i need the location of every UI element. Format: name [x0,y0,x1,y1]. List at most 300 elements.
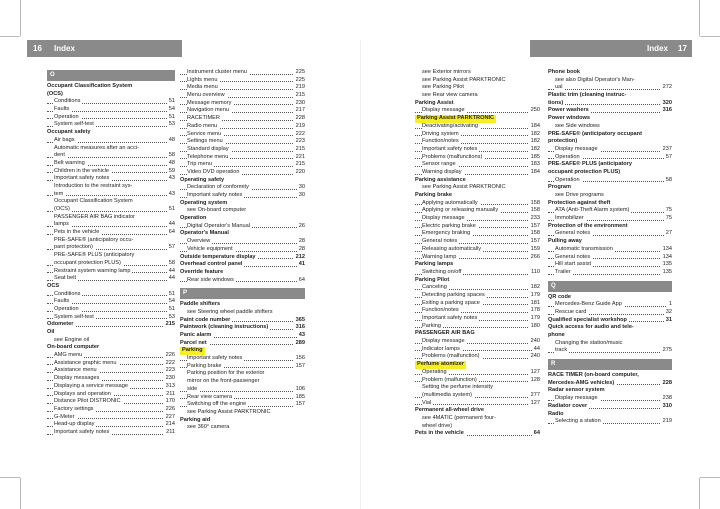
index-subentry [415,246,540,254]
index-subentry [47,98,175,106]
index-heading [180,230,305,238]
entry-label: mirror on the front-passenger [187,378,260,385]
entry-label: Warning display [422,168,462,175]
page-reference: 250 [530,107,540,114]
page-reference: 215 [165,321,175,328]
page-reference: 230 [165,375,175,382]
index-subentry [548,301,672,309]
entry-label: Electric parking brake [422,222,476,229]
entry-label: (OCS) [47,90,63,97]
page-reference: 212 [295,253,305,260]
entry-label: Quick access for audio and tele- [548,324,634,331]
index-subentry [180,378,305,386]
entry-label: Important safety notes [54,175,110,182]
entry-label: ATA (Anti-Theft Alarm system) [555,207,630,214]
entry-label: Service menu [187,130,222,137]
index-heading [548,372,672,380]
entry-label: Problem (malfunction) [422,376,477,383]
index-subentry [415,184,540,192]
index-column-1 [47,66,175,437]
page-reference: 51 [168,290,175,297]
page-reference: 179 [530,291,540,298]
left-page-title: Index [54,44,75,53]
index-heading [548,324,672,332]
crop-mark [20,478,21,509]
entry-label: Deactivating/activating [422,122,478,129]
entry-label: Operation [54,113,79,120]
index-subentry [180,409,305,417]
entry-label: Changing the station/music [555,339,623,346]
page-reference: 182 [530,145,540,152]
page-reference: 110 [531,268,540,275]
entry-label: Parking assistance [415,176,466,183]
page-reference: 106 [295,385,305,392]
index-subentry [548,309,672,317]
index-subentry [47,398,175,406]
crop-mark [20,0,21,36]
entry-label: Operation [54,305,79,312]
section-letter-header: R [548,359,672,370]
entry-label: Oil [47,329,55,335]
index-heading [180,177,305,185]
index-subentry [415,269,540,277]
index-subentry [180,238,305,246]
page-reference: 54 [168,298,175,305]
right-page-number: 17 [678,44,687,53]
page-reference: 182 [530,138,540,145]
entry-label: Sensor range [422,161,456,168]
entry-label: Parking brake [187,362,222,369]
page-reference: 127 [530,368,540,375]
page-reference: 226 [165,405,175,412]
index-subentry [180,370,305,378]
page-reference: 217 [295,107,305,114]
index-subentry [180,107,305,115]
index-subentry [548,177,672,185]
entry-label: Video DVD operation [187,168,240,175]
index-subentry [180,123,305,131]
index-subentry [548,123,672,131]
index-heading [548,403,672,411]
page-reference: 222 [165,359,175,366]
entry-label: Problems (malfunctions) [422,153,483,160]
index-heading [415,330,540,338]
entry-label: see Steering wheel paddle shifters [187,308,273,315]
page-reference: 219 [662,418,672,425]
index-subentry [180,277,305,285]
highlighted-index-entry [415,361,540,369]
index-subentry [47,306,175,314]
page-reference: 128 [530,376,540,383]
entry-label: Important safety notes [187,192,243,198]
index-heading [180,261,305,269]
page-reference: 233 [530,215,540,222]
index-subentry [180,424,305,432]
entry-label: see Parking Pilot [422,84,464,91]
entry-label: Digital Operator's Manual [187,222,250,229]
page-reference: 28 [298,238,305,245]
entry-label: PRE-SAFE® (anticipatory occu- [54,236,134,243]
page-reference: 183 [530,161,540,168]
crop-mark [0,36,20,37]
entry-label: Power washers [548,107,589,114]
page-reference: 182 [530,130,540,137]
page-reference: 289 [295,339,305,346]
index-subentry [415,254,540,262]
entry-label: see also Digital Operator's Man- [555,76,635,83]
entry-label: Parking lamps [415,261,454,268]
index-subentry [47,291,175,299]
index-subentry [47,145,175,153]
entry-label: Display messages [54,375,100,382]
index-subentry [415,131,540,139]
index-heading [180,317,305,325]
entry-label: Media menu [187,84,218,91]
page-reference: 44 [168,267,175,274]
page-reference: 220 [295,168,305,175]
page-reference: 48 [168,136,175,143]
page-reference: 30 [298,184,305,191]
entry-label: Program [548,184,572,191]
highlighted-index-entry [415,115,540,123]
index-column-3 [415,69,540,438]
entry-label: Operation [555,176,580,183]
index-subentry [415,369,540,377]
page-reference: 179 [530,315,540,321]
index-subentry [415,384,540,392]
entry-label: see 4MATIC (permanent four- [422,414,496,421]
page-reference: 27 [665,230,672,237]
entry-label: Head-up display [54,421,95,428]
entry-label: see Engine oil [54,336,90,343]
index-subentry [415,346,540,354]
index-heading [548,200,672,208]
index-heading [548,115,672,123]
index-heading [548,223,672,231]
entry-label: occupant protection PLUS) [54,259,121,266]
section-letter-header: P [180,288,305,299]
index-subentry [47,406,175,414]
index-heading [180,200,305,208]
page-reference: 178 [530,307,540,314]
entry-label: Factory settings [54,405,94,412]
entry-label: Faults [54,298,70,305]
entry-label: G-Meter [54,413,75,420]
entry-label: see Drive programs [555,192,604,198]
page-reference: 237 [662,145,672,152]
entry-label: Assistance menu [54,367,97,374]
index-subentry [47,352,175,360]
page-reference: 223 [295,138,305,145]
index-subentry [47,375,175,383]
entry-label: Phone book [548,69,581,75]
entry-label: Display message [422,107,465,114]
page-reference: 316 [295,324,305,331]
index-subentry [47,268,175,276]
index-subentry [415,207,540,215]
entry-label: Operating system [180,199,228,206]
page-reference: 28 [298,245,305,252]
highlighted-index-entry [180,347,305,355]
index-heading [180,254,305,262]
index-subentry [180,394,305,402]
page-reference: 185 [295,393,305,400]
entry-label: Warning lamp [422,253,457,260]
page-reference: 157 [295,401,305,408]
entry-label: Immobilizer [555,215,584,222]
page-reference: 135 [662,261,672,268]
entry-label: Telephone menu [187,153,229,160]
entry-label: Restraint system warning lamp [54,267,131,274]
entry-label: protection) [548,138,578,145]
index-subentry [548,261,672,269]
page-reference: 226 [165,352,175,359]
entry-label: Function/notes [422,138,459,145]
entry-label: Parking brake [415,192,452,198]
entry-label: Occupant Classification System [47,83,133,89]
index-heading [415,430,540,438]
page-reference: 54 [168,106,175,113]
entry-label: Outside temperature display [180,253,256,260]
right-page-header [530,40,692,57]
page-reference: 32 [665,308,672,315]
index-subentry [180,161,305,169]
entry-label: Radio menu [187,122,218,129]
entry-label: General notes [422,238,458,245]
entry-label: Pets in the vehicle [415,430,464,437]
index-subentry [47,260,175,268]
index-heading [47,344,175,352]
page-reference: 240 [530,338,540,345]
index-subentry [47,191,175,199]
entry-label: Operation [555,153,580,160]
entry-label: Parking Pilot [415,276,450,283]
index-heading [548,387,672,395]
entry-label: Display message [422,338,465,345]
index-subentry [415,223,540,231]
index-subentry [548,154,672,162]
page-reference: 135 [662,268,672,275]
page-reference: 64 [533,430,540,437]
index-subentry [180,246,305,254]
entry-label: PASSENGER AIR BAG [415,330,475,337]
entry-label: Display message [422,215,465,222]
index-subentry [47,114,175,122]
entry-label: Overview [187,238,211,245]
index-subentry [415,423,540,431]
entry-label: Detecting parking spaces [422,291,485,298]
index-column-4 [548,69,672,426]
entry-label: AMG menu [54,352,83,359]
index-subentry [180,69,305,77]
entry-label: Plastic trim (cleaning instruc- [548,92,627,99]
entry-label: wheel drive) [422,422,453,429]
index-subentry [47,275,175,283]
entry-label: Message memory [187,99,232,106]
entry-label: Important safety notes [187,355,243,362]
page-reference: 157 [530,222,540,229]
index-subentry [47,337,175,345]
index-subentry [415,107,540,115]
entry-label: track [555,347,568,354]
index-heading [548,92,672,100]
entry-label: Menu overview [187,92,225,99]
entry-label: Parking [182,347,203,354]
entry-label: see Side windows [555,122,600,129]
entry-label: General notes [555,253,591,260]
page-reference: 219 [295,84,305,91]
page-reference: 158 [530,199,540,206]
page-fold [360,40,361,509]
entry-label: Operator's Manual [180,230,229,237]
page-reference: 51 [168,98,175,105]
index-heading [47,83,175,91]
entry-label: Paddle shifters [180,301,221,308]
entry-label: Emergency braking [422,230,471,237]
page-reference: 31 [665,316,672,323]
index-subentry [47,106,175,114]
index-subentry [180,138,305,146]
page-reference: 59 [168,167,175,174]
page-reference: 75 [665,207,672,214]
page-reference: 227 [165,413,175,420]
entry-label: (multimedia system) [422,391,473,398]
index-subentry [415,146,540,154]
entry-label: PRE-SAFE® (anticipatory occupant [548,130,642,137]
index-subentry [548,418,672,426]
index-subentry [180,401,305,409]
entry-label: Seat belt [54,275,77,282]
entry-label: Releasing automatically [422,245,482,252]
index-heading [47,329,175,337]
index-subentry [548,246,672,254]
index-heading [548,294,672,302]
page-reference: 238 [662,395,672,402]
entry-label: Settings menu [187,138,223,145]
page-reference: 43 [298,332,305,338]
index-heading [548,332,672,340]
entry-label: see Parking Assist PARKTRONIC [422,76,506,83]
entry-label: General notes [555,230,591,237]
index-subentry [180,92,305,100]
entry-label: Standard display [187,145,229,152]
entry-label: Occupant safety [47,129,91,136]
index-subentry [415,154,540,162]
index-subentry [415,230,540,238]
crop-mark [700,477,720,478]
entry-label: Switching on/off [422,268,462,275]
index-subentry [415,284,540,292]
page-reference: 184 [530,168,540,175]
page-reference: 157 [295,362,305,369]
index-subentry [415,377,540,385]
page-reference: 158 [530,207,540,214]
index-subentry [47,383,175,391]
index-subentry [548,395,672,403]
page-reference: 75 [665,215,672,222]
index-subentry [47,198,175,206]
index-heading [415,277,540,285]
page-reference: 228 [295,115,305,122]
page-reference: 58 [168,259,175,266]
entry-label: Parking Assist PARKTRONIC [417,115,495,122]
entry-label: Displays and operation [54,390,111,397]
index-heading [180,324,305,332]
index-heading [180,215,305,223]
entry-label: Override feature [180,268,224,275]
page-reference: 44 [168,275,175,282]
entry-label: RACETIMER [187,115,220,122]
entry-label: Perfume atomizer [417,361,464,368]
index-heading [180,340,305,348]
entry-label: Permanent all-wheel drive [415,407,485,414]
entry-label: Exiting a parking space [422,299,480,306]
entry-label: Operating safety [180,176,225,183]
entry-label: Rear view camera [187,393,233,400]
entry-label: phone [548,332,565,338]
page-reference: 316 [662,107,672,114]
page-reference: 30 [298,192,305,198]
page-reference: 215 [295,161,305,168]
section-letter-header: Q [548,281,672,292]
entry-label: Power windows [548,115,590,122]
index-heading [180,332,305,340]
entry-label: Vehicle equipment [187,245,233,252]
entry-label: Switching off the engine [187,401,247,408]
entry-label: Children in the vehicle [54,167,110,174]
index-subentry [415,123,540,131]
index-heading [548,161,672,169]
index-subentry [47,214,175,222]
index-subentry [180,192,305,200]
index-subentry [548,77,672,85]
index-heading [548,169,672,177]
index-subentry [47,298,175,306]
page-reference: 157 [530,238,540,245]
page-reference: 51 [168,113,175,120]
page-reference: 180 [530,322,540,329]
page-reference: 182 [530,284,540,291]
index-heading [180,301,305,309]
index-heading [548,238,672,246]
index-subentry [47,367,175,375]
entry-label: lamps [54,221,69,228]
page-reference: 64 [168,229,175,236]
index-subentry [415,200,540,208]
entry-label: PASSENGER AIR BAG indicator [54,213,136,220]
entry-label: Qualified specialist workshop [548,316,627,323]
page-reference: 181 [530,299,540,306]
index-subentry [47,360,175,368]
index-subentry [47,221,175,229]
page-reference: 277 [530,391,540,398]
entry-label: Mercedes-Benz Guide App [555,301,622,308]
entry-label: ual [555,84,563,91]
index-subentry [548,340,672,348]
entry-label: side [187,385,198,392]
index-subentry [180,363,305,371]
index-subentry [548,230,672,238]
entry-label: Parcel net [180,339,207,346]
index-heading [548,69,672,77]
page-reference: 320 [662,99,672,106]
entry-label: Parking aid [180,416,211,423]
page-reference: 225 [295,69,305,75]
index-heading [47,129,175,137]
index-heading [415,192,540,200]
entry-label: (OCS) [54,206,70,212]
entry-label: Operating [422,368,447,375]
